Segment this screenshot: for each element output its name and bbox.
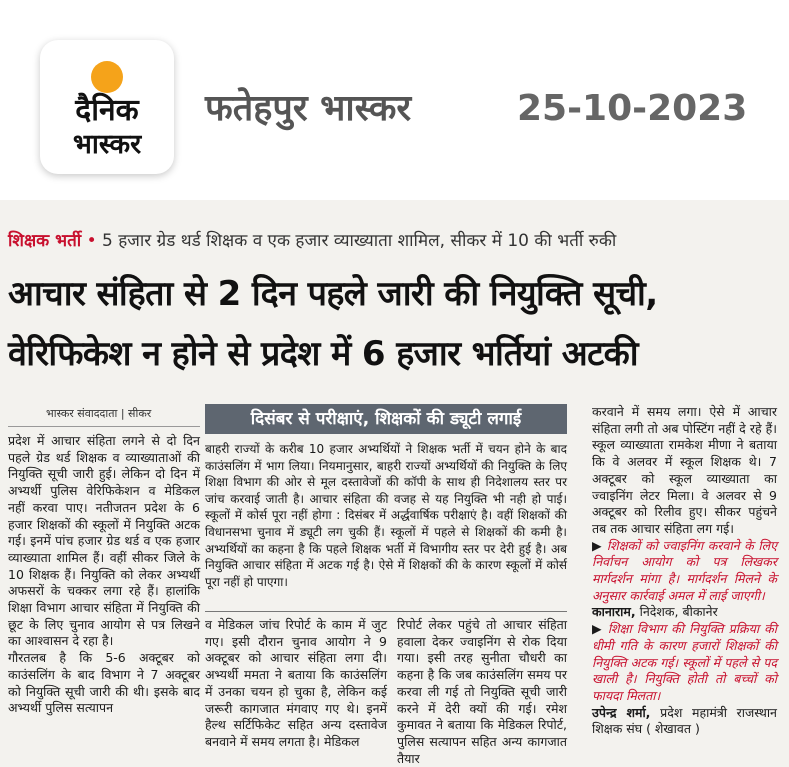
headline-line1: आचार संहिता से 2 दिन पहले जारी की नियुक्ति सूची, — [8, 274, 658, 314]
quote-2-attribution — [592, 705, 777, 738]
box-heading: दिसंबर से परीक्षाएं, शिक्षकों की ड्यूटी लगाई — [205, 404, 567, 434]
column-4: रिपोर्ट लेकर पहुंचे तो आचार संहिता हवाला देकर ज्वाइनिंग से रोक दिया गया। इसी तरह सुनीता चौधरी का कहना है कि जब काउंसलिंग समय पर करवा ली गई तो नियुक्ति सूची जारी करने में देरी क्यों की गई। रमेश कुमावत ने बताया कि मेडिकल रिपोर्ट, पुलिस सत्यापन सहित अन्य कागजात तैयार — [397, 617, 567, 766]
edition-title: फतेहपुर भास्कर — [205, 88, 412, 129]
edition-date: 25-10-2023 — [517, 88, 748, 129]
dainik-bhaskar-logo — [40, 40, 174, 174]
kicker-bullet: • — [86, 231, 97, 251]
column-5 — [592, 404, 777, 738]
col5-para1: करवाने में समय लगा। ऐसे में आचार संहिता लगी तो अब पोस्टिंग नहीं दे रहे हैं। स्कूल व्याख्याता रामकेश मीणा ने बताया कि वे अलवर में स्कूल शिक्षक थे। 7 अक्टूबर को स्कूल व्याख्याता का ज्वाइनिंग लेटर मिला। वे अलवर से 9 अक्टूबर को रिलीव हुए। सीकर पहुंचने तब तक आचार संहिता लग गई। — [592, 404, 777, 536]
quote-2-name: उपेन्द्र शर्मा, — [592, 704, 651, 720]
quote-2-text: शिक्षा विभाग की नियुक्ति प्रक्रिया की धीमी गति के कारण हजारों शिक्षकों की नियुक्ति अटक गई। स्कूलों में पहले से पद खाली है। नियुक्ति होती तो बच्चों को फायदा मिलता। — [592, 621, 777, 703]
byline: भास्कर संवाददाता | सीकर — [8, 406, 200, 427]
box-divider — [205, 611, 567, 612]
kicker — [8, 229, 616, 253]
column-3: व मेडिकल जांच रिपोर्ट के काम में जुट गए। इसी दौरान चुनाव आयोग ने 9 अक्टूबर को आचार संहिता लगा दी। अभ्यर्थी ममता ने बताया कि काउंसलिंग में उनका चयन हो चुका है, लेकिन कई जरूरी कागजात मंगवाए गए थे। इनमें हैल्थ सर्टिफिकेट सहित अन्य दस्तावेज बनवाने में समय लगता है। मेडिकल — [205, 617, 387, 749]
quote-1-attribution — [592, 604, 777, 621]
kicker-text: 5 हजार ग्रेड थर्ड शिक्षक व एक हजार व्याख्याता शामिल, सीकर में 10 की भर्ती रुकी — [102, 231, 617, 251]
logo-line2: भास्कर — [72, 129, 142, 160]
kicker-label: शिक्षक भर्ती — [8, 231, 82, 251]
logo-line1: दैनिक — [75, 93, 139, 128]
column-1 — [8, 433, 200, 717]
quote-1-role: निदेशक, बीकानेर — [639, 604, 718, 620]
quote-bullet-icon: ▶ — [592, 621, 603, 637]
quote-1-text: शिक्षकों को ज्वाइनिंग करवाने के लिए निर्वाचन आयोग को पत्र लिखकर मार्गदर्शन मांगा है। मार्गदर्शन मिलने के अनुसार कार्रवाई अमल में लाई जाएगी। — [592, 537, 777, 603]
col1-para2: गौरतलब है कि 5-6 अक्टूबर को काउंसलिंग के बाद विभाग ने 7 अक्टूबर को नियुक्ति सूची जारी की थी। इसके बाद अभ्यर्थी पुलिस सत्यापन — [8, 650, 200, 716]
sun-icon — [91, 61, 123, 93]
col1-para1: प्रदेश में आचार संहिता लगने से दो दिन पहले ग्रेड थर्ड शिक्षक व व्याख्याताओं की नियुक्ति सूची जारी हुई। लेकिन दो दिन में अभ्यर्थी पुलिस वेरिफिकेशन व मेडिकल नहीं करवा पाए। नतीजतन प्रदेश के 6 हजार शिक्षकों की स्कूलों में नियुक्ति अटक गई। इनमें पांच हजार ग्रेड थर्ड व एक हजार व्याख्याता शामिल हैं। वहीं सीकर जिले के 10 शिक्षक हैं। नियुक्ति को लेकर अभ्यर्थी अफसरों के चक्कर लगा रहे हैं। हालांकि शिक्षा विभाग आचार संहिता में नियुक्ति की छूट के लिए चुनाव आयोग से पत्र लिखने का आश्वासन दे रहा है। — [8, 433, 200, 649]
quote-1-name: कानाराम, — [592, 604, 636, 620]
headline-line2: वेरिफिकेश न होने से प्रदेश में 6 हजार भर्तियां अटकी — [8, 334, 638, 374]
quote-2-role: प्रदेश महामंत्री राजस्थान शिक्षक संघ ( शेखावत ) — [592, 704, 777, 737]
masthead — [0, 0, 789, 200]
quote-1 — [592, 538, 777, 605]
quote-bullet-icon: ▶ — [592, 537, 603, 553]
quote-2 — [592, 621, 777, 705]
box-text: बाहरी राज्यों के करीब 10 हजार अभ्यर्थियों ने शिक्षक भर्ती में चयन होने के बाद काउंसलिंग में भाग लिया। नियमानुसार, बाहरी राज्यों अभ्यर्थियों की नियुक्ति के लिए शिक्षा विभाग की ओर से मूल दस्तावेजों की कॉपी के साथ ही निदेशालय स्तर पर जांच करवाई जाती है। आचार संहिता की वजह से यह नियुक्ति भी नही हो पाई। स्कूलों में कोर्स पूरा नहीं होगा : दिसंबर में अर्द्धवार्षिक परीक्षाएं है। वहीं शिक्षकों की विधानसभा चुनाव में ड्यूटी लग चुकी हैं। स्कूलों में पहले से शिक्षकों की कमी है। अभ्यर्थियों का कहना है कि पहले शिक्षक भर्ती में विभागीय स्तर पर देरी हुई है। अब नियुक्ति आचार संहिता में अटक गई है। ऐसे में शिक्षकों की के कारण स्कूलों में कोर्स पूरा नहीं हो पाएगा। — [205, 442, 567, 589]
